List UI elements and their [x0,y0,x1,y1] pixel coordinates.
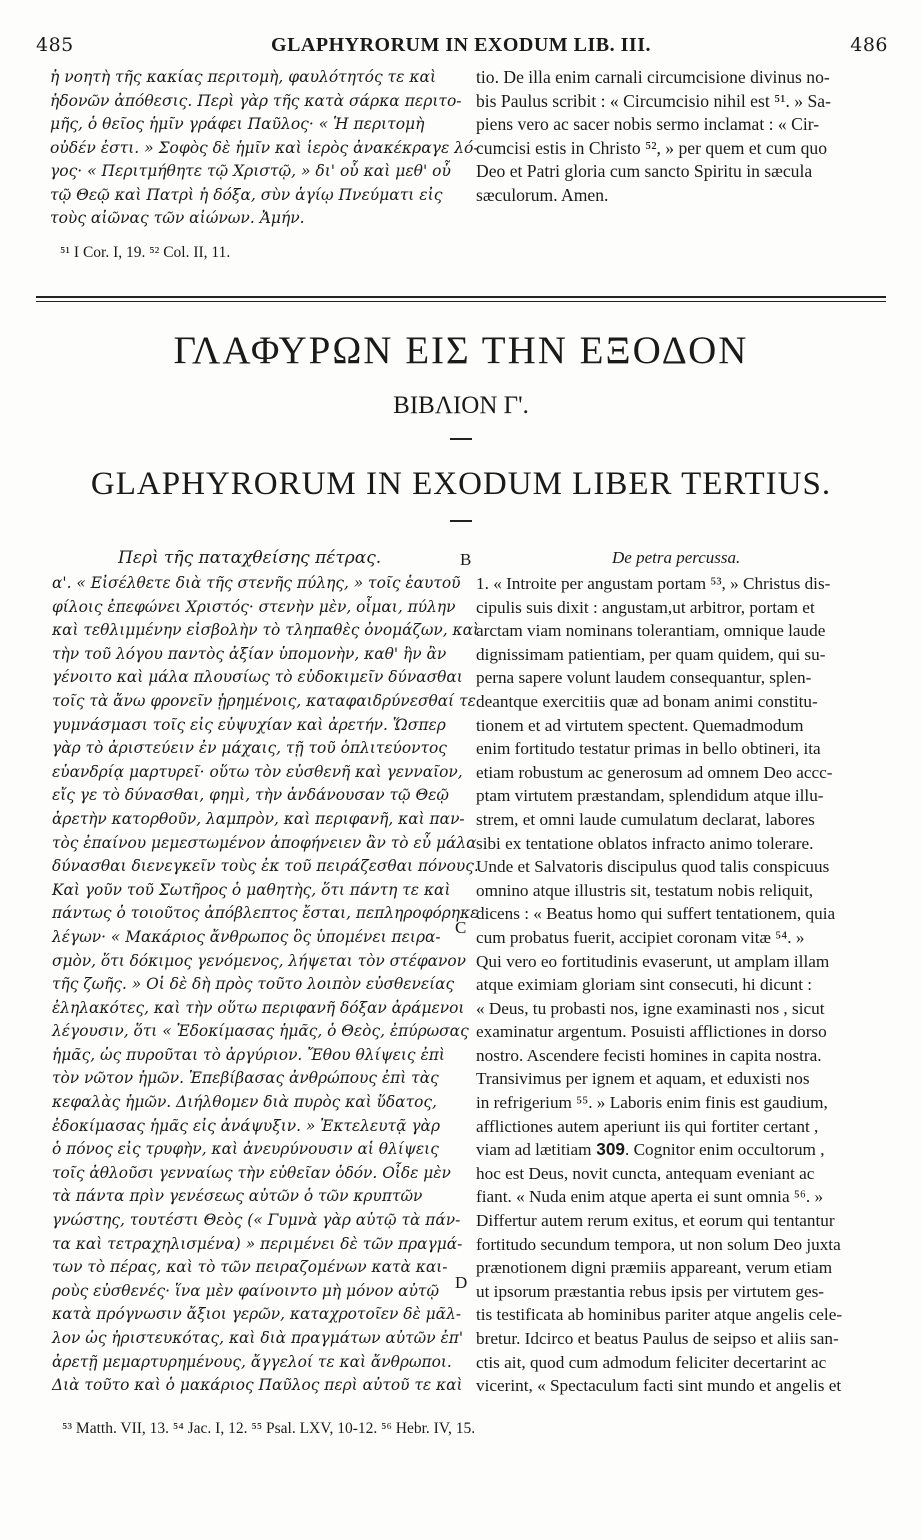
section-rule-thick [36,296,886,298]
text-line: τοῖς ἀθλοῦσι γενναίως τὴν εὐθεῖαν ὁδόν. Οἶδε μὲν [52,1163,451,1182]
text-line: εἴς γε τὸ δύνασθαι, φημὶ, τὴν ἁνδάνουσαν τῷ Θεῷ [52,786,449,805]
text-line: sibi ex tentatione oblatos infracto animo tolerare. [476,833,814,853]
text-line: Transivimus per ignem et aquam, et eduxisti nos [476,1069,810,1089]
margin-marker-c: C [455,918,467,937]
text-line: « Deus, tu probasti nos, igne examinasti nos , sicut [476,998,825,1018]
text-line: dignissimam patientiam, per quam quidem, qui su- [476,644,826,664]
text-line: καὶ τεθλιμμένην εἰσβολὴν τὸ τληπαθὲς ὀνομάζων, καὶ [52,621,480,640]
text-line: τῆς ζωῆς. » Οἱ δὲ δὴ πρὸς τοῦτο λοιπὸν εὐσθενείας [52,975,455,994]
text-line: ἡμᾶς, ὡς πυροῦται τὸ ἀργύριον. Ἔθου θλίψεις ἐπὶ [52,1045,445,1064]
latin-section-heading: De petra percussa. [612,548,741,567]
text-line: in refrigerium ⁵⁵. » Laboris enim finis est gaudium, [476,1093,828,1113]
text-line: ροὺς εὐσθενές· ἵνα μὲν φαίνοιντο μὴ μόνον αὐτῷ [52,1281,439,1300]
text-line: afflictiones autem aperiunt iis qui fortiter certant , [476,1116,819,1136]
text-line: ὁ πόνος εἰς τρυφὴν, καὶ ἀνευρύνουσιν αἱ θλίψεις [52,1140,439,1159]
text-line: τὴν τοῦ λόγου παντὸς ἀξίαν ὑπομονὴν, καθ' ἣν ἂν [52,644,447,663]
top-greek-column [50,66,479,231]
text-line: φίλοις ἐπεφώνει Χριστός· στενὴν μὲν, οἶμαι, πύλην [52,597,456,616]
text-line: fiant. « Nuda enim atque aperta ei sunt omnia ⁵⁶. » [476,1187,824,1207]
text-line: examinatur argentum. Posuisti afflictiones in dorso [476,1022,827,1042]
page-number-right: 486 [850,34,888,56]
text-line: Differtur autem rerum exitus, et eorum qui tentantur [476,1211,835,1231]
text-line: λον ὡς ἠριστευκότας, καὶ διὰ πραγμάτων αὐτῶν ἐπ' [52,1329,464,1347]
text-line: ἐληλακότες, καὶ τὴν οὕτω περιφανῆ δόξαν ἀράμενοι [52,998,465,1017]
text-line: κατὰ πρόγνωσιν ἄξιοι γερῶν, καταχροτοῖεν δὲ μᾶλ- [52,1305,462,1324]
text-line: piens vero ac sacer nobis sermo inclamat : « Cir- [476,114,820,134]
text-line: τοὺς αἰῶνας τῶν αἰώνων. Ἀμήν. [50,209,305,227]
text-line: Qui vero eo fortitudinis evaserunt, ut amplam illam [476,951,830,971]
text-line: γος· « Περιτμήθητε τῷ Χριστῷ, » δι' οὗ καὶ μεθ' οὗ [50,162,451,180]
text-line: perna sapere volunt laudem consequantur, splen- [476,668,812,688]
text-line: hoc est Deus, novit cuncta, antequam eveniant ac [476,1163,815,1183]
text-line: μῆς, ὁ θεῖος ἡμῖν γράφει Παῦλος· « Ἡ περιτομὴ [50,115,425,133]
text-line: δύνασθαι διενεγκεῖν τοὺς ἐκ τοῦ πειράζεσθαι πόνους. [52,857,479,876]
column-number: 309 [591,1139,625,1160]
text-line: prænotionem digni præmiis appareant, verum etiam [476,1258,833,1278]
text-line: ptam virtutem præstandam, splendidum atque illu- [476,786,824,806]
title-dash [450,438,472,440]
text-line: τὸν νῶτον ἡμῶν. Ἐπεβίβασας ἀνθρώπους ἐπὶ τὰς [52,1069,439,1088]
text-line: tionem et ad virtutem spectent. Quemadmodum [476,715,804,735]
text-line: ἡ νοητὴ τῆς κακίας περιτομὴ, φαυλότητός τε καὶ [50,68,437,86]
running-title: GLAPHYRORUM IN EXODUM LIB. III. [271,34,651,56]
text-line: α'. « Εἰσέλθετε διὰ τῆς στενῆς πύλης, » τοῖς ἑαυτοῦ [52,574,461,592]
text-line: sæculorum. Amen. [476,184,609,205]
greek-section-heading: Περὶ τῆς παταχθείσης πέτρας. [118,548,382,568]
text-line: Διὰ τοῦτο καὶ ὁ μακάριος Παῦλος περὶ αὐτοῦ τε καὶ [52,1376,463,1395]
text-line: τὸς ἐπαίνου μεμεστωμένον ἀποφήνειεν ἂν τὸ εὖ μάλα [52,833,477,852]
top-latin-column [476,66,888,207]
title-dash [450,520,472,522]
text-line: tio. De illa enim carnali circumcisione divinus no- [476,67,830,87]
text-line: cipulis suis dixit : angustam,ut arbitror, portam et [476,597,815,617]
text-line: fortitudo secundum tempora, ut non solum Deo juxta [476,1234,841,1254]
margin-marker-d: D [455,1273,468,1292]
text-line: οὐδέν ἐστι. » Σοφὸς δὲ ἡμῖν καὶ ἱερὸς ἀνακέκραγε λό- [50,138,479,157]
text-line: τα καὶ τετραχηλισμένα) » περιμένει δὲ τῶν πραγμά- [52,1234,463,1253]
text-line: ctis ait, quod cum admodum feliciter decertarint ac [476,1352,827,1372]
text-line: γὰρ τὸ ἀριστεύειν ἐν μάχαις, τῇ τοῦ ὁπλιτεύοντος [52,739,447,758]
text-line: κεφαλὰς ἡμῶν. Διήλθομεν διὰ πυρὸς καὶ ὕδατος, [52,1093,437,1112]
text-line-tail: . Cognitor enim occultorum , [624,1140,825,1160]
margin-marker-b: B [460,550,472,569]
body-latin-column [476,572,888,1398]
text-line: τοῖς τὰ ἄνω φρονεῖν ᾑρημένοις, καταφαιδρύνεσθαί τε [52,691,476,710]
text-line: ut ipsorum præstantia rebus ipsis per virtutem ges- [476,1281,824,1301]
section-rule-thin [36,301,886,302]
text-line: λέγουσιν, ὅτι « Ἐδοκίμασας ἡμᾶς, ὁ Θεὸς, ἐπύρωσας [52,1022,469,1041]
text-line: γένοιτο καὶ μάλα πλουσίως τὸ εὐδοκιμεῖν δύνασθαι [52,668,463,687]
text-line: omnino atque illustris sit, testatum nobis reliquit, [476,880,814,900]
text-line: viam ad lætitiam 309. Cognitor enim occultorum , [476,1139,825,1160]
text-line: 1. « Introite per angustam portam ⁵³, » Christus dis- [476,574,831,593]
text-line: ἐδοκίμασας ἡμᾶς εἰς ἀνάψυξιν. » Ἐκτελευτᾷ γὰρ [52,1116,440,1135]
text-line: Unde et Salvatoris discipulus quod talis conspicuus [476,857,830,877]
text-line: arctam viam nominans tolerantiam, omnique laude [476,621,826,641]
text-line: vicerint, « Spectaculum facti sint mundo et angelis et [476,1376,842,1396]
text-line: ἀρετὴν κατορθοῦν, λαμπρὸν, καὶ περιφανῆ, καὶ παν- [52,809,465,828]
text-line: bretur. Idcirco et beatus Paulus de seipso et aliis san- [476,1329,839,1348]
text-line: των τὸ πέρας, καὶ τὸ τῶν πειραζομένων κατὰ και- [52,1258,448,1277]
text-line: cum probatus fuerit, accipiet coronam vitæ ⁵⁴. » [476,927,805,947]
text-line: σμὸν, ὅτι δόκιμος γενόμενος, λήψεται τὸν στέφανον [52,951,467,970]
text-line: dicens : « Beatus homo qui suffert tentationem, quia [476,904,836,924]
text-line: nostro. Ascendere fecisti homines in capita nostra. [476,1045,822,1065]
text-line: Καὶ γοῦν τοῦ Σωτῆρος ὁ μαθητὴς, ὅτι πάντη τε καὶ [52,880,451,899]
greek-subtitle: ΒΙΒΛΙΟΝ Γ'. [393,392,529,419]
top-greek-footnote: ⁵¹ I Cor. I, 19. ⁵² Col. II, 11. [60,244,231,261]
text-line: γυμνάσμασι τοῖς εἰς εὐψυχίαν καὶ ἀρετήν. Ὥσπερ [52,715,446,734]
bottom-footnotes: ⁵³ Matth. VII, 13. ⁵⁴ Jac. I, 12. ⁵⁵ Psal. LXV, 10-12. ⁵⁶ Hebr. IV, 15. [62,1420,476,1437]
text-line: Deo et Patri gloria cum sancto Spiritu in sæcula [476,161,813,181]
text-line: τὰ πάντα πρὶν γενέσεως αὐτῶν ὁ τῶν κρυπτῶν [52,1187,423,1206]
text-line: τῷ Θεῷ καὶ Πατρὶ ἡ δόξα, σὺν ἁγίῳ Πνεύματι εἰς [50,185,443,204]
page-number-left: 485 [36,34,74,56]
text-line: strem, et omni laude cumulatum declarat, labores [476,809,815,829]
body-greek-column [52,572,480,1398]
text-line: etiam robustum ac generosum ad omnem Deo accc- [476,762,833,782]
latin-title: GLAPHYRORUM IN EXODUM LIBER TERTIUS. [90,466,832,502]
text-line: cumcisi estis in Christo ⁵², » per quem et cum quo [476,137,828,158]
text-line: enim fortitudo testatur primas in bello obtineri, ita [476,739,821,759]
text-line: deantque exercitiis quæ ad bonam animi constitu- [476,691,818,711]
text-line: λέγων· « Μακάριος ἄνθρωπος ὃς ὑπομένει πειρα- [52,927,441,946]
text-line: atque eximiam gloriam sint consecuti, hi dicunt : [476,975,813,995]
text-line: εὐανδρίᾳ μαρτυρεῖ· οὕτω τὸν εὐσθενῆ καὶ γενναῖον, [52,762,463,781]
text-line: ἀρετῇ μεμαρτυρημένους, ἄγγελοί τε καὶ ἄνθρωποι. [52,1352,452,1371]
text-line: tis testificata ab hominibus pariter atque angelis cele- [476,1305,843,1325]
greek-title: ΓΛΑΦΥΡΩΝ ΕΙΣ ΤΗΝ ΕΞΟΔΟΝ [173,329,749,372]
text-line: πάντως ὁ τοιοῦτος ἀπόβλεπτος ἔσται, πεπληροφόρηκε [52,904,479,923]
text-line: bis Paulus scribit : « Circumcisio nihil est ⁵¹. » Sa- [476,90,831,111]
text-line: ἡδονῶν ἀπόθεσις. Περὶ γὰρ τῆς κατὰ σάρκα περιτο- [50,91,462,110]
text-line: γνώστης, τουτέστι Θεὸς (« Γυμνὰ γὰρ αὐτῷ τὰ πάν- [52,1211,461,1230]
